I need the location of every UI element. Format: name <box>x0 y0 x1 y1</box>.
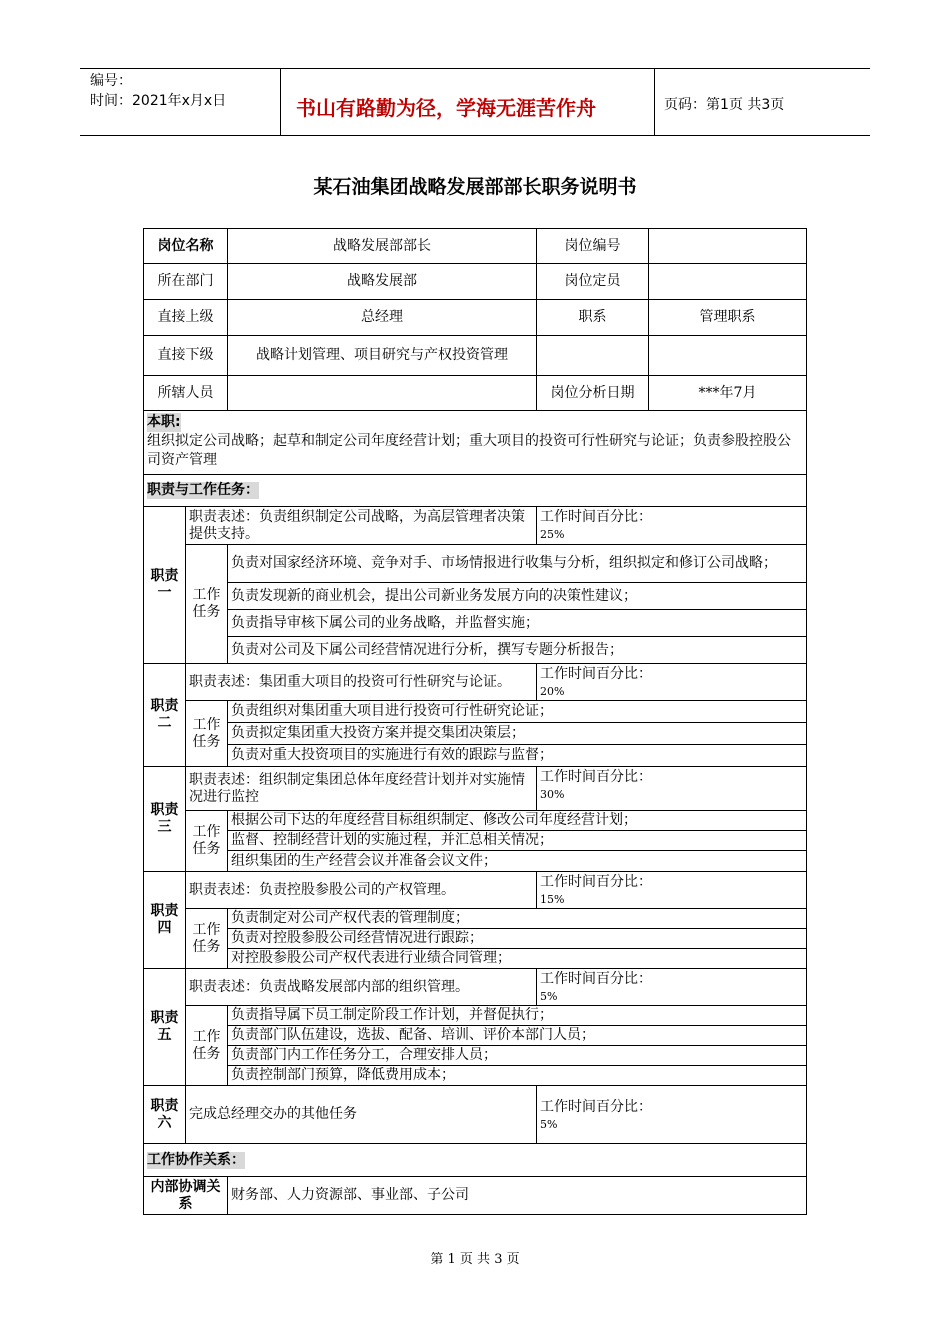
duty-row <box>144 664 807 701</box>
duty-desc: 职责表述：负责组织制定公司战略，为高层管理者决策提供支持。 <box>186 507 537 545</box>
responsibilities-heading: 职责与工作任务： <box>147 482 259 498</box>
task-row <box>144 1046 807 1066</box>
task-item: 负责部门内工作任务分工，合理安排人员； <box>228 1046 807 1066</box>
job-description-table <box>143 228 807 1215</box>
task-item: 负责指导属下员工制定阶段工作计划，并督促执行； <box>228 1006 807 1026</box>
duty-row <box>144 767 807 811</box>
duty-desc: 职责表述：负责控股参股公司的产权管理。 <box>186 872 537 909</box>
subordinate-value: 战略计划管理、项目研究与产权投资管理 <box>228 336 537 376</box>
duty-row <box>144 969 807 1006</box>
page-footer: 第 1 页 共 3 页 <box>430 1252 520 1267</box>
task-row <box>144 811 807 831</box>
empty-cell <box>649 336 807 376</box>
task-item: 负责对国家经济环境、竞争对手、市场情报进行收集与分析，组织拟定和修订公司战略； <box>228 545 807 583</box>
duty-name: 职责三 <box>144 767 186 872</box>
task-item: 负责部门队伍建设，选拔、配备、培训、评价本部门人员； <box>228 1026 807 1046</box>
task-row <box>144 583 807 610</box>
analysis-date-value: ***年7月 <box>649 376 807 411</box>
post-name-value: 战略发展部部长 <box>228 229 537 264</box>
superior-label: 直接上级 <box>144 300 228 336</box>
document-title: 某石油集团战略发展部部长职务说明书 <box>313 176 637 198</box>
task-row <box>144 701 807 723</box>
header-date: 时间：2021年x月x日 <box>90 93 227 109</box>
dept-value: 战略发展部 <box>228 264 537 300</box>
info-row <box>144 336 807 376</box>
duty-name: 职责一 <box>144 507 186 664</box>
task-label: 工作任务 <box>186 909 228 969</box>
task-item: 负责对重大投资项目的实施进行有效的跟踪与监督； <box>228 745 807 767</box>
task-item: 负责制定对公司产权代表的管理制度； <box>228 909 807 929</box>
task-label: 工作任务 <box>186 701 228 767</box>
task-row <box>144 610 807 637</box>
subordinate-label: 直接下级 <box>144 336 228 376</box>
post-name-label: 岗位名称 <box>144 229 228 264</box>
task-item: 根据公司下达的年度经营目标组织制定、修改公司年度经营计划； <box>228 811 807 831</box>
cooperation-heading: 工作协作关系： <box>147 1151 245 1168</box>
task-item: 组织集团的生产经营会议并准备会议文件； <box>228 851 807 872</box>
task-item: 负责指导审核下属公司的业务战略，并监督实施； <box>228 610 807 637</box>
duty-pct: 工作时间百分比： 5% <box>537 969 807 1006</box>
duty-summary-row <box>144 411 807 475</box>
post-no-value <box>649 229 807 264</box>
task-row <box>144 1066 807 1086</box>
duty-name: 职责五 <box>144 969 186 1086</box>
duty-name: 职责四 <box>144 872 186 969</box>
info-row <box>144 300 807 336</box>
managed-label: 所辖人员 <box>144 376 228 411</box>
task-item: 监督、控制经营计划的实施过程，并汇总相关情况； <box>228 831 807 851</box>
duty-pct: 工作时间百分比： 20% <box>537 664 807 701</box>
info-row <box>144 376 807 411</box>
internal-cooperation-label: 内部协调关系 <box>144 1177 228 1215</box>
header-top-rule <box>80 68 870 69</box>
task-label: 工作任务 <box>186 545 228 664</box>
analysis-date-label: 岗位分析日期 <box>537 376 649 411</box>
duty-desc: 职责表述：负责战略发展部内部的组织管理。 <box>186 969 537 1006</box>
responsibilities-heading-row <box>144 475 807 507</box>
dept-label: 所在部门 <box>144 264 228 300</box>
info-row <box>144 264 807 300</box>
superior-value: 总经理 <box>228 300 537 336</box>
staffing-label: 岗位定员 <box>537 264 649 300</box>
duty-desc: 完成总经理交办的其他任务 <box>186 1086 537 1144</box>
post-no-label: 岗位编号 <box>537 229 649 264</box>
duty-pct: 工作时间百分比： 5% <box>537 1086 807 1144</box>
task-item: 负责拟定集团重大投资方案并提交集团决策层； <box>228 723 807 745</box>
header-motto: 书山有路勤为径，学海无涯苦作舟 <box>296 96 596 120</box>
info-row <box>144 229 807 264</box>
task-label: 工作任务 <box>186 1006 228 1086</box>
managed-value <box>228 376 537 411</box>
task-item: 负责对控股参股公司经营情况进行跟踪； <box>228 929 807 949</box>
header-divider-left <box>280 68 281 136</box>
header-divider-right <box>654 68 655 136</box>
duty-pct: 工作时间百分比： 30% <box>537 767 807 811</box>
duty-row <box>144 1086 807 1144</box>
duty-summary-text: 组织拟定公司战略；起草和制定公司年度经营计划；重大项目的投资可行性研究与论证；负责参股控股公司资产管理 <box>147 433 791 468</box>
series-value: 管理职系 <box>649 300 807 336</box>
task-item: 负责发现新的商业机会，提出公司新业务发展方向的决策性建议； <box>228 583 807 610</box>
task-item: 负责对公司及下属公司经营情况进行分析，撰写专题分析报告； <box>228 637 807 664</box>
task-row <box>144 745 807 767</box>
header-page-number: 页码：第1页 共3页 <box>664 97 785 113</box>
duty-pct: 工作时间百分比： 25% <box>537 507 807 545</box>
task-row <box>144 949 807 969</box>
duty-name: 职责二 <box>144 664 186 767</box>
task-row <box>144 909 807 929</box>
header-bottom-rule <box>80 135 870 136</box>
task-row <box>144 1006 807 1026</box>
task-row <box>144 831 807 851</box>
duty-name: 职责六 <box>144 1086 186 1144</box>
duty-pct: 工作时间百分比： 15% <box>537 872 807 909</box>
task-label: 工作任务 <box>186 811 228 872</box>
task-row <box>144 637 807 664</box>
task-row <box>144 851 807 872</box>
duty-summary-label: 本职: <box>147 414 181 430</box>
header-number: 编号： <box>90 73 132 89</box>
staffing-value <box>649 264 807 300</box>
cooperation-heading-row <box>144 1144 807 1177</box>
duty-desc: 职责表述：组织制定集团总体年度经营计划并对实施情况进行监控 <box>186 767 537 811</box>
task-row <box>144 929 807 949</box>
internal-cooperation-row <box>144 1177 807 1215</box>
duty-desc: 职责表述：集团重大项目的投资可行性研究与论证。 <box>186 664 537 701</box>
task-item: 负责控制部门预算，降低费用成本； <box>228 1066 807 1086</box>
internal-cooperation-value: 财务部、人力资源部、事业部、子公司 <box>228 1177 807 1215</box>
task-item: 负责组织对集团重大项目进行投资可行性研究论证； <box>228 701 807 723</box>
series-label: 职系 <box>537 300 649 336</box>
duty-row <box>144 872 807 909</box>
task-row <box>144 723 807 745</box>
task-row <box>144 545 807 583</box>
task-row <box>144 1026 807 1046</box>
task-item: 对控股参股公司产权代表进行业绩合同管理； <box>228 949 807 969</box>
empty-cell <box>537 336 649 376</box>
duty-row <box>144 507 807 545</box>
